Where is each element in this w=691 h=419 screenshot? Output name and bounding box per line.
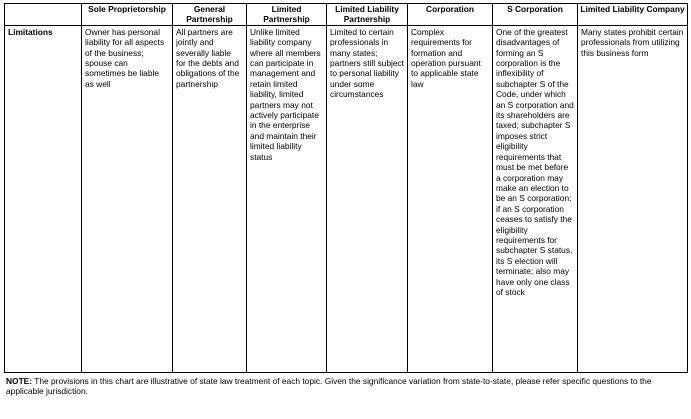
cell-limited-liability-partnership: Limited to certain professionals in many states; partners still subject to personal liability under some circumstances [327,25,408,372]
cell-s-corporation: One of the greatest disadvantages of forming an S corporation is the inflexibility of subchapter S of the Code, under which an S corporation and its shareholders are taxed; subchapter S imposes strict eligibility requirements that must be met before a corporation may make an election to be an S corporation; if an S corporation ceases to satisfy the eligibility requirements for subchapter S status, its S election will terminate; also may have only one class of stock [493,25,578,372]
cell-limited-partnership: Unlike limited liability company where all members can participate in management and retain limited liability, limited partners may not actively participate in the enterprise and maintain their limited liability status [247,25,327,372]
header-limited-partnership: Limited Partnership [247,4,327,26]
cell-limited-liability-company: Many states prohibit certain professionals from utilizing this business form [578,25,688,372]
comparison-table [4,3,688,373]
header-corporation: Corporation [408,4,493,26]
cell-sole-proprietorship: Owner has personal liability for all aspects of the business; spouse can sometimes be liable as well [82,25,173,372]
footnote [6,376,686,397]
header-general-partnership: General Partnership [173,4,247,26]
row-label-limitations: Limitations [5,25,82,372]
header-limited-liability-company: Limited Liability Company [578,4,688,26]
note-text: The provisions in this chart are illustrative of state law treatment of each topic. Given the significance variation from state-to-state, please refer specific questions to the applicable jurisdiction. [6,376,652,397]
cell-corporation: Complex requirements for formation and operation pursuant to applicable state law [408,25,493,372]
table-row [5,25,688,372]
note-label: NOTE: [6,376,33,386]
header-row [5,4,688,26]
header-sole-proprietorship: Sole Proprietorship [82,4,173,26]
header-limited-liability-partnership: Limited Liability Partnership [327,4,408,26]
cell-general-partnership: All partners are jointly and severally liable for the debts and obligations of the partnership [173,25,247,372]
header-s-corporation: S Corporation [493,4,578,26]
header-empty [5,4,82,26]
